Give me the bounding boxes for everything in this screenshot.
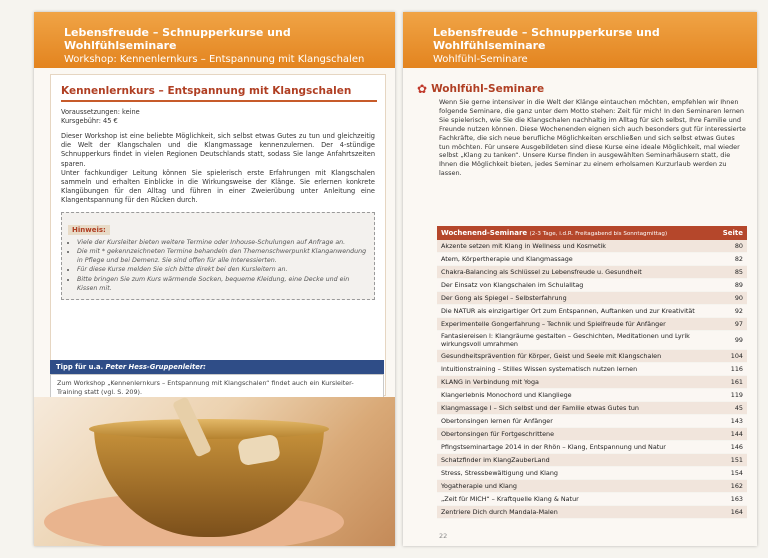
seminar-page: 82 — [715, 253, 747, 266]
course-info — [61, 108, 375, 126]
seminar-title: KLANG in Verbindung mit Yoga — [437, 376, 715, 389]
table-body — [437, 240, 747, 519]
seminar-page: 146 — [715, 441, 747, 454]
tip-name: Peter Hess-Gruppenleiter: — [105, 363, 206, 371]
table-header-page: Seite — [715, 226, 747, 240]
seminar-page: 89 — [715, 279, 747, 292]
table-row — [437, 428, 747, 441]
table-row — [437, 305, 747, 318]
seminar-title: Akzente setzen mit Klang in Wellness und Kosmetik — [437, 240, 715, 253]
hint-item: • Die mit * gekennzeichneten Termine behandeln den Themenschwerpunkt Klanganwendung in Pflege und bei Demenz. Sie sind offen für alle Interessierten. — [77, 248, 368, 265]
table-row — [437, 454, 747, 467]
section-heading — [417, 82, 747, 96]
right-banner — [403, 12, 757, 68]
table-row — [437, 402, 747, 415]
hint-list — [68, 239, 368, 294]
course-card — [50, 74, 386, 396]
right-banner-title: Lebensfreude – Schnupperkurse und Wohlfühlseminare — [433, 26, 660, 52]
seminar-title: Der Einsatz von Klangschalen im Schulalltag — [437, 279, 715, 292]
seminar-page: 143 — [715, 415, 747, 428]
table-row — [437, 240, 747, 253]
table-row — [437, 363, 747, 376]
seminar-title: Intuitionstraining – Stilles Wissen systematisch nutzen lernen — [437, 363, 715, 376]
singing-bowl-photo — [34, 397, 395, 546]
hint-item: • Für diese Kurse melden Sie sich bitte direkt bei den Kursleitern an. — [77, 266, 368, 275]
table-row — [437, 266, 747, 279]
seminar-page: 92 — [715, 305, 747, 318]
seminar-title: Der Gong als Spiegel – Selbsterfahrung — [437, 292, 715, 305]
table-row — [437, 331, 747, 350]
seminar-title: Gesundheitsprävention für Körper, Geist und Seele mit Klangschalen — [437, 350, 715, 363]
prerequisites: Voraussetzungen: keine — [61, 108, 140, 116]
seminar-page: 116 — [715, 363, 747, 376]
table-row — [437, 350, 747, 363]
table-row — [437, 376, 747, 389]
table-header-subtitle: (2-3 Tage, i.d.R. Freitagabend bis Sonntagmittag) — [529, 231, 668, 237]
seminar-page: 154 — [715, 467, 747, 480]
table-row — [437, 253, 747, 266]
seminar-title: Die NATUR als einzigartiger Ort zum Entspannen, Auftanken und zur Kreativität — [437, 305, 715, 318]
hint-label: Hinweis: — [68, 225, 110, 235]
seminar-title: Experimentelle Gongerfahrung – Technik und Spielfreude für Anfänger — [437, 318, 715, 331]
section-intro: Wenn Sie gerne intensiver in die Welt der Klänge eintauchen möchten, empfehlen wir Ihnen folgende Seminare, die ganz unter dem Motto stehen: Zeit für mich! In den Seminaren lernen Sie spielerisch, wie Sie die Klangschalen nachhaltig im Alltag für sich selbst, Ihre Familie und Freunde nutzen können. Diese Wochenenden eignen sich auch besonders gut für interessierte Fachkräfte, die sich neue berufliche Möglichkeiten erschließen und sich selbst etwas Gutes tun möchten. Für unsere Ausgebildeten sind diese Kurse eine ideale Möglichkeit, mal wieder selbst „Klang zu tanken“. Unsere Kurse finden in ausgewählten Seminarhäusern statt, die Ihnen die Möglichkeit bieten, jedes Seminar zu einem erholsamen Kurzurlaub werden zu lassen. — [439, 98, 746, 178]
tip-prefix: Tipp für u.a. — [56, 363, 106, 371]
seminar-title: Pfingstseminartage 2014 in der Rhön – Klang, Entspannung und Natur — [437, 441, 715, 454]
left-page — [34, 12, 395, 546]
table-row — [437, 467, 747, 480]
seminar-page: 161 — [715, 376, 747, 389]
table-row — [437, 493, 747, 506]
table-header — [437, 226, 715, 240]
seminar-title: Stress, Stressbewältigung und Klang — [437, 467, 715, 480]
seminar-title: Obertonsingen für Fortgeschrittene — [437, 428, 715, 441]
seminar-page: 151 — [715, 454, 747, 467]
table-row — [437, 506, 747, 519]
right-page — [403, 12, 757, 546]
table-row — [437, 389, 747, 402]
seminar-page: 80 — [715, 240, 747, 253]
seminar-title: Zentriere Dich durch Mandala-Malen — [437, 506, 715, 519]
table-row — [437, 318, 747, 331]
table-header-row — [437, 226, 747, 240]
seminar-title: Fantasiereisen I: Klangräume gestalten – Geschichten, Meditationen und Lyrik wirkungsvoll umrahmen — [437, 331, 715, 350]
tip-box — [50, 360, 384, 401]
description-2: Unter fachkundiger Leitung können Sie spielerisch erste Erfahrungen mit Klangschalen sammeln und erhalten Einblicke in die Wirkungsweise der Klänge. Sie erlernen konkrete Klangübungen für den Alltag und führen in einer Zweierübung unter Anleitung eine Klangentspannung für den Rücken durch. — [61, 168, 375, 205]
seminar-page: 97 — [715, 318, 747, 331]
hint-item: • Viele der Kursleiter bieten weitere Termine oder Inhouse-Schulungen auf Anfrage an. — [77, 239, 368, 248]
table-header-title: Wochenend-Seminare — [441, 229, 528, 237]
seminar-title: „Zeit für MICH“ – Kraftquelle Klang & Natur — [437, 493, 715, 506]
page-number: 22 — [439, 532, 448, 540]
course-fee: Kursgebühr: 45 € — [61, 117, 118, 125]
seminar-title: Klangerlebnis Monochord und Klangliege — [437, 389, 715, 402]
flower-icon: ✿ — [417, 82, 428, 96]
seminar-page: 104 — [715, 350, 747, 363]
table-row — [437, 279, 747, 292]
table-row — [437, 415, 747, 428]
hint-item: • Bitte bringen Sie zum Kurs wärmende Socken, bequeme Kleidung, eine Decke und ein Kissen mit. — [77, 276, 368, 293]
table-row — [437, 441, 747, 454]
table-row — [437, 292, 747, 305]
tip-text: Zum Workshop „Kennenlernkurs – Entspannung mit Klangschalen“ findet auch ein Kursleiter-Training statt (vgl. S. 209). — [50, 374, 384, 401]
seminar-page: 45 — [715, 402, 747, 415]
hint-box — [61, 212, 375, 301]
description-1: Dieser Workshop ist eine beliebte Möglichkeit, sich selbst etwas Gutes zu tun und gleichzeitig die Welt der Klangschalen und die Klangmassage kennenzulernen. Der 4-stündige Schnupperkurs findet in vielen Regionen Deutschlands statt, sodass Sie lange Anfahrtszeiten sparen. — [61, 132, 375, 168]
seminar-page: 90 — [715, 292, 747, 305]
left-banner — [34, 12, 395, 68]
tip-heading — [50, 360, 384, 374]
seminar-title: Obertonsingen lernen für Anfänger — [437, 415, 715, 428]
seminar-title: Atem, Körpertherapie und Klangmassage — [437, 253, 715, 266]
table-row — [437, 480, 747, 493]
seminar-title: Yogatherapie und Klang — [437, 480, 715, 493]
seminar-page: 144 — [715, 428, 747, 441]
left-banner-subtitle: Workshop: Kennenlernkurs – Entspannung mit Klangschalen — [64, 54, 365, 65]
seminar-page: 162 — [715, 480, 747, 493]
seminar-page: 119 — [715, 389, 747, 402]
bowl-rim — [89, 419, 329, 439]
right-banner-subtitle: Wohlfühl-Seminare — [433, 54, 528, 65]
seminar-title: Klangmassage I – Sich selbst und der Familie etwas Gutes tun — [437, 402, 715, 415]
section-title: Wohlfühl-Seminare — [431, 83, 545, 95]
seminar-page: 85 — [715, 266, 747, 279]
left-banner-title: Lebensfreude – Schnupperkurse und Wohlfühlseminare — [64, 26, 291, 52]
seminar-page: 163 — [715, 493, 747, 506]
course-title: Kennenlernkurs – Entspannung mit Klangschalen — [61, 85, 377, 102]
seminar-title: Schatzfinder im KlangZauberLand — [437, 454, 715, 467]
seminar-page: 164 — [715, 506, 747, 519]
seminar-page: 99 — [715, 331, 747, 350]
seminar-table — [437, 226, 747, 519]
seminar-title: Chakra-Balancing als Schlüssel zu Lebensfreude u. Gesundheit — [437, 266, 715, 279]
